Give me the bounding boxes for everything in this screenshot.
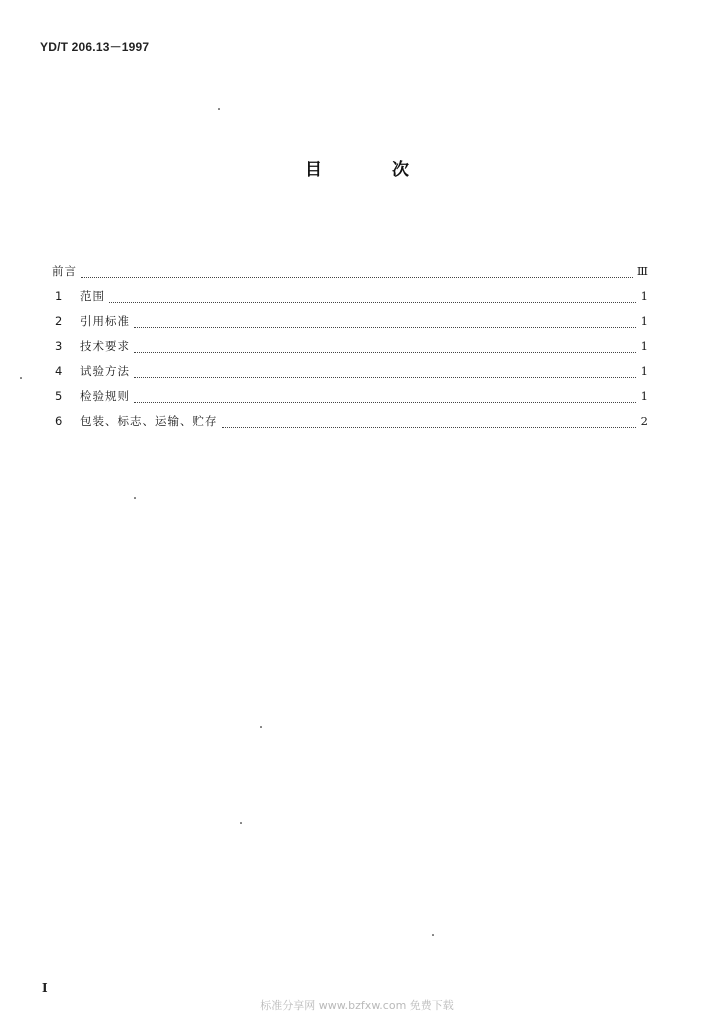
page-number: I	[42, 981, 48, 995]
scan-speck	[260, 726, 262, 728]
toc-leader-dots	[134, 326, 636, 328]
toc-entry-number: 3	[55, 339, 63, 353]
toc-entry-foreword[interactable]	[52, 262, 648, 287]
scan-speck	[20, 377, 22, 379]
toc-leader-dots	[134, 401, 636, 403]
toc-entry-label: 引用标准	[80, 314, 130, 328]
toc-leader-dots	[134, 376, 636, 378]
toc-entry-page: 1	[640, 289, 648, 303]
toc-entry-page: 1	[640, 339, 648, 353]
toc-entry-label: 技术要求	[80, 339, 130, 353]
toc-entry-6[interactable]	[52, 412, 648, 437]
toc-entry-page: 2	[640, 414, 648, 428]
toc-entry-page: 1	[640, 314, 648, 328]
toc-entry-number: 4	[55, 364, 63, 378]
toc-leader-dots	[81, 276, 633, 278]
scan-speck	[432, 934, 434, 936]
toc-leader-dots	[134, 351, 636, 353]
toc-title-left: 目	[305, 160, 322, 180]
toc-entry-2[interactable]	[52, 312, 648, 337]
scan-speck	[240, 822, 242, 824]
toc-entry-label: 前言	[52, 264, 77, 278]
toc-entry-4[interactable]	[52, 362, 648, 387]
toc-entry-number: 2	[55, 314, 63, 328]
toc-entry-label: 包装、标志、运输、贮存	[80, 414, 218, 428]
scan-speck	[218, 108, 220, 110]
toc-leader-dots	[109, 301, 636, 303]
document-code: YD/T 206.13－1997	[40, 40, 150, 54]
table-of-contents	[52, 262, 648, 437]
toc-entry-number: 6	[55, 414, 63, 428]
toc-entry-3[interactable]	[52, 337, 648, 362]
toc-leader-dots	[222, 426, 637, 428]
toc-entry-label: 试验方法	[80, 364, 130, 378]
toc-title	[0, 155, 714, 180]
toc-entry-page: 1	[640, 389, 648, 403]
toc-entry-page: 1	[640, 364, 648, 378]
toc-entry-number: 5	[55, 389, 63, 403]
toc-entry-label: 范围	[80, 289, 105, 303]
toc-entry-page: Ⅲ	[636, 264, 648, 278]
watermark-text: 标准分享网 www.bzfxw.com 免费下载	[260, 999, 454, 1012]
toc-entry-number: 1	[55, 289, 63, 303]
scan-speck	[134, 497, 136, 499]
toc-entry-label: 检验规则	[80, 389, 130, 403]
toc-entry-1[interactable]	[52, 287, 648, 312]
toc-title-right: 次	[392, 160, 409, 180]
toc-entry-5[interactable]	[52, 387, 648, 412]
